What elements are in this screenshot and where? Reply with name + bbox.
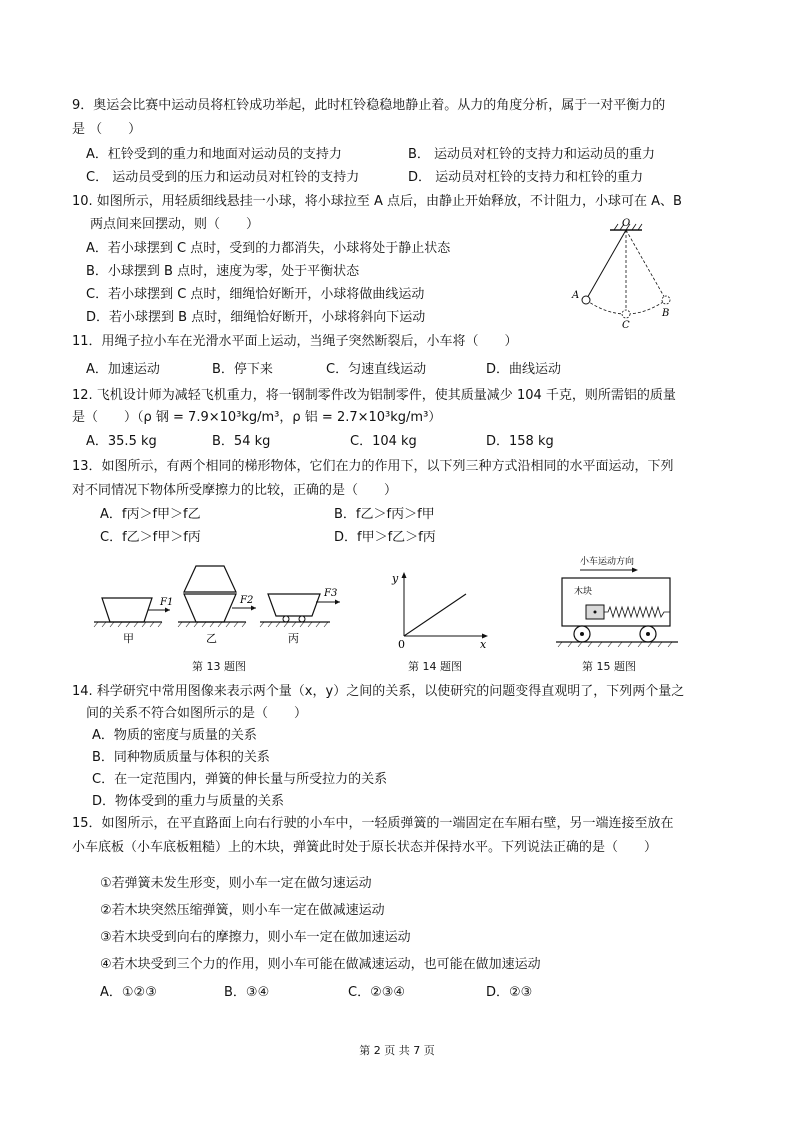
- label-f1: F1: [160, 597, 174, 608]
- q10-option-a: A．若小球摆到 C 点时，受到的力都消失，小球将处于静止状态: [86, 241, 451, 256]
- q9-option-d: D． 运动员对杠铃的支持力和杠铃的重力: [408, 170, 644, 185]
- q12-option-a: A．35.5 kg: [86, 434, 157, 449]
- q9-stem-line1: 9．奥运会比赛中运动员将杠铃成功举起，此时杠铃稳稳地静止着。从力的角度分析，属于一对平衡力的: [72, 98, 666, 113]
- q15-option-d: D．②③: [486, 985, 533, 1000]
- q15-option-a: A．①②③: [100, 985, 157, 1000]
- q10-option-b: B．小球摆到 B 点时，速度为零，处于平衡状态: [86, 264, 360, 279]
- label-origin: 0: [398, 638, 405, 651]
- label-yi: 乙: [206, 632, 217, 645]
- q11-option-d: D．曲线运动: [486, 362, 562, 377]
- q15-option-c: C．②③④: [348, 985, 406, 1000]
- label-c: C: [622, 320, 630, 331]
- q15-statement-1: ①若弹簧未发生形变，则小车一定在做匀速运动: [100, 876, 372, 891]
- q13-option-c: C．f乙＞f甲＞f丙: [100, 530, 201, 545]
- q10-option-d: D．若小球摆到 B 点时，细绳恰好断开，小球将斜向下运动: [86, 310, 426, 325]
- q15-statement-2: ②若木块突然压缩弹簧，则小车一定在做减速运动: [100, 903, 385, 918]
- q15-stem-line2: 小车底板（小车底板粗糙）上的木块，弹簧此时处于原长状态并保持水平。下列说法正确的是（ ）: [72, 840, 658, 855]
- label-x: x: [480, 638, 487, 651]
- q10-option-c: C．若小球摆到 C 点时，细绳恰好断开，小球将做曲线运动: [86, 287, 425, 302]
- label-f2: F2: [240, 595, 254, 606]
- q15-statement-3: ③若木块受到向右的摩擦力，则小车一定在做加速运动: [100, 930, 411, 945]
- q11-option-c: C．匀速直线运动: [326, 362, 427, 377]
- q10-stem-line1: 10. 如图所示，用轻质细线悬挂一小球，将小球拉至 A 点后，由静止开始释放，不计阻力，小球可在 A、B: [72, 194, 682, 209]
- label-direction: 小车运动方向: [580, 557, 635, 567]
- q11-option-b: B．停下来: [212, 362, 273, 377]
- q14-graph-figure: [388, 566, 498, 652]
- q15-cart-figure: [552, 552, 682, 652]
- label-a: A: [572, 290, 580, 301]
- cart-body: [562, 578, 670, 626]
- q9-option-c: C． 运动员受到的压力和运动员对杠铃的支持力: [86, 170, 360, 185]
- label-jia: 甲: [123, 632, 134, 645]
- q13-stem-line2: 对不同情况下物体所受摩擦力的比较，正确的是（ ）: [72, 483, 398, 498]
- label-y: y: [392, 572, 399, 585]
- label-f3: F3: [324, 588, 338, 599]
- q13-option-d: D．f甲＞f乙＞f丙: [334, 530, 436, 545]
- ball-b: [662, 296, 670, 304]
- proportional-line: [404, 594, 466, 636]
- label-b: B: [662, 308, 670, 319]
- q14-option-d: D．物体受到的重力与质量的关系: [92, 794, 285, 809]
- string-a: [586, 230, 626, 300]
- figure-jia: [94, 597, 173, 645]
- label-bing: 丙: [288, 632, 299, 645]
- q14-option-a: A．物质的密度与质量的关系: [92, 728, 257, 743]
- q14-option-b: B．同种物质质量与体积的关系: [92, 750, 270, 765]
- ball-a: [582, 296, 590, 304]
- q15-caption: 第 15 题图: [582, 660, 636, 673]
- label-o: O: [622, 218, 631, 229]
- q13-figure: [90, 558, 350, 654]
- q11-option-a: A．加速运动: [86, 362, 160, 377]
- q9-option-b: B． 运动员对杠铃的支持力和运动员的重力: [408, 147, 656, 162]
- q12-option-d: D．158 kg: [486, 434, 554, 449]
- figure-bing: [260, 588, 340, 645]
- page-footer: 第 2 页 共 7 页: [359, 1044, 435, 1057]
- q12-option-b: B．54 kg: [212, 434, 271, 449]
- q13-option-a: A．f丙＞f甲＞f乙: [100, 507, 201, 522]
- q14-stem-line1: 14. 科学研究中常用图像来表示两个量（x，y）之间的关系，以使研究的问题变得直观明了，下列两个量之: [72, 684, 685, 699]
- q10-stem-line2: 两点间来回摆动，则（ ）: [90, 217, 260, 232]
- q15-option-b: B．③④: [224, 985, 270, 1000]
- q9-stem-line2: 是 （ ）: [72, 122, 142, 137]
- q14-stem-line2: 间的关系不符合如图所示的是（ ）: [86, 706, 308, 721]
- q13-stem-line1: 13．如图所示，有两个相同的梯形物体，它们在力的作用下，以下列三种方式沿相同的水平面运动，下列: [72, 459, 674, 474]
- q12-stem-line2: 是（ ）（ρ 钢 = 7.9×10³kg/m³，ρ 铝 = 2.7×10³kg/m³）: [72, 410, 442, 425]
- q13-caption: 第 13 题图: [192, 660, 246, 673]
- q15-stem-line1: 15．如图所示，在平直路面上向右行驶的小车中，一轻质弹簧的一端固定在车厢右壁，另一端连接至放在: [72, 816, 674, 831]
- q11-stem: 11．用绳子拉小车在光滑水平面上运动，当绳子突然断裂后，小车将（ ）: [72, 334, 518, 349]
- q13-option-b: B．f乙＞f丙＞f甲: [334, 507, 435, 522]
- q15-statement-4: ④若木块受到三个力的作用，则小车可能在做减速运动，也可能在做加速运动: [100, 957, 541, 972]
- q10-pendulum-figure: [560, 216, 690, 332]
- string-b: [626, 230, 666, 300]
- q14-option-c: C．在一定范围内，弹簧的伸长量与所受拉力的关系: [92, 772, 388, 787]
- figure-yi: [178, 566, 256, 645]
- ball-c: [622, 310, 630, 318]
- q14-caption: 第 14 题图: [408, 660, 462, 673]
- q12-option-c: C．104 kg: [350, 434, 417, 449]
- label-block: 木块: [574, 587, 593, 597]
- q9-option-a: A．杠铃受到的重力和地面对运动员的支持力: [86, 147, 342, 162]
- q12-stem-line1: 12. 飞机设计师为减轻飞机重力，将一钢制零件改为铝制零件，使其质量减少 104 千克，则所需铝的质量: [72, 388, 676, 403]
